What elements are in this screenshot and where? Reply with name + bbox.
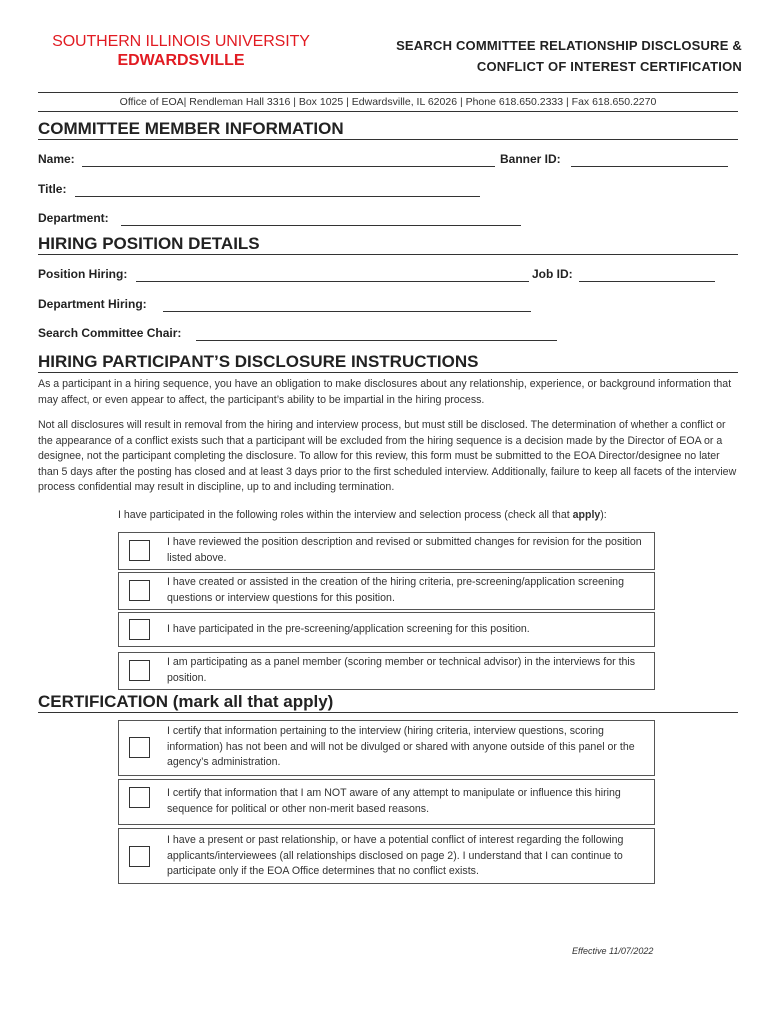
contact-info: Office of EOA| Rendleman Hall 3316 | Box 1025 | Edwardsville, IL 62026 | Phone 618.650.2333 | Fax 618.650.2270 <box>119 96 657 108</box>
job-id-label: Job ID: <box>532 267 573 281</box>
banner-id-label: Banner ID: <box>500 152 561 166</box>
section-committee-heading: COMMITTEE MEMBER INFORMATION <box>38 119 738 140</box>
title-field[interactable] <box>75 196 480 197</box>
certification-checkbox-2[interactable] <box>129 787 150 808</box>
siue-logo <box>46 32 316 71</box>
role-row <box>118 532 655 570</box>
header-rule-top <box>38 92 738 93</box>
banner-id-field[interactable] <box>571 166 728 167</box>
instructions-paragraph-1: As a participant in a hiring sequence, you have an obligation to make disclosures about any relationship, experience, or background information that may affect, or even appear to affect, the participant’s ability to be impartial in the hiring process. <box>38 378 732 406</box>
role-text-4: I am participating as a panel member (scoring member or technical advisor) in the interviews for this position. <box>167 656 636 684</box>
department-hiring-field[interactable] <box>163 311 531 312</box>
role-row <box>118 652 655 690</box>
search-chair-field[interactable] <box>196 340 557 341</box>
roles-intro <box>118 509 718 521</box>
title-line2: CONFLICT OF INTEREST CERTIFICATION <box>476 59 742 74</box>
search-chair-label: Search Committee Chair: <box>38 326 182 340</box>
role-text-2: I have created or assisted in the creation of the hiring criteria, pre-screening/application screening questions or interview questions for this position. <box>167 576 624 604</box>
section-hiring-heading: HIRING POSITION DETAILS <box>38 234 738 255</box>
position-hiring-label: Position Hiring: <box>38 267 128 281</box>
name-field[interactable] <box>82 166 495 167</box>
section-instructions-heading: HIRING PARTICIPANT’S DISCLOSURE INSTRUCTIONS <box>38 352 738 373</box>
roles-intro-prefix: I have participated in the following roles within the interview and selection process (check all that <box>118 509 573 521</box>
role-checkbox-1[interactable] <box>129 540 150 561</box>
logo-line2: EDWARDSVILLE <box>117 52 245 69</box>
roles-intro-suffix: ): <box>600 509 607 521</box>
certification-checkbox-1[interactable] <box>129 737 150 758</box>
certification-text-2: I certify that information that I am NOT aware of any attempt to manipulate or influence this hiring sequence for political or other non-merit based reasons. <box>167 787 621 815</box>
certification-text-3: I have a present or past relationship, or have a potential conflict of interest regarding the following applicants/interviewees (all relationships disclosed on page 2). I understand that I can continue to participate only if the EOA Office determines that no conflict exists. <box>167 834 624 878</box>
header-rule-bottom <box>38 111 738 112</box>
certification-text-1: I certify that information pertaining to the interview (hiring criteria, interview questions, scoring information) has not been and will not be divulged or shared with anyone outside of this panel or the agency’s administration. <box>167 725 635 769</box>
department-label: Department: <box>38 211 109 225</box>
effective-date: Effective 11/07/2022 <box>572 946 654 956</box>
name-label: Name: <box>38 152 75 166</box>
department-field[interactable] <box>121 225 521 226</box>
role-checkbox-3[interactable] <box>129 619 150 640</box>
logo-line1: SOUTHERN ILLINOIS UNIVERSITY <box>52 33 310 50</box>
certification-row <box>118 720 655 776</box>
document-title <box>330 35 742 77</box>
department-hiring-label: Department Hiring: <box>38 297 147 311</box>
role-text-3: I have participated in the pre-screening/application screening for this position. <box>167 623 530 635</box>
job-id-field[interactable] <box>579 281 715 282</box>
role-text-1: I have reviewed the position description and revised or submitted changes for revision for the position listed above. <box>167 536 642 564</box>
title-line1: SEARCH COMMITTEE RELATIONSHIP DISCLOSURE & <box>396 38 742 53</box>
certification-row <box>118 779 655 825</box>
position-hiring-field[interactable] <box>136 281 529 282</box>
section-certification-heading: CERTIFICATION (mark all that apply) <box>38 692 738 713</box>
role-checkbox-2[interactable] <box>129 580 150 601</box>
role-row <box>118 572 655 610</box>
certification-checkbox-3[interactable] <box>129 846 150 867</box>
role-row <box>118 612 655 647</box>
roles-intro-bold: apply <box>572 509 601 521</box>
instructions-paragraph-2: Not all disclosures will result in removal from the hiring and interview process, but must still be disclosed. The determination of whether a conflict or the appearance of a conflict exists such that a participant will be excluded from the hiring sequence is a decision made by the Director of EOA or a designee, not the participant completing the disclosure. To allow for this review, this form must be submitted to the EOA Director/designee no later than 5 days after the posting has closed and at least 3 days prior to the first scheduled interview. Additionally, failure to keep all facets of the interview process confidential may result in discipline, up to and including termination. <box>38 419 737 494</box>
role-checkbox-4[interactable] <box>129 660 150 681</box>
certification-row <box>118 828 655 884</box>
title-label: Title: <box>38 182 67 196</box>
